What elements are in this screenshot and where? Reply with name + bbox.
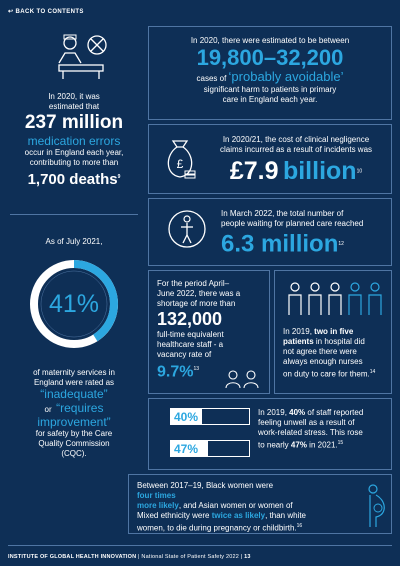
patients-icon [285, 281, 385, 317]
healthcare-staff-icon [223, 369, 263, 389]
stat-maternity-text: of maternity services in England were rated as “inadequate” or “requires improvement” for safety by the Care Quality Commission (CQC). [33, 368, 115, 458]
stress-bar-2019: 40% [170, 408, 250, 425]
medication-icon [55, 33, 115, 81]
stat-work-stress-text: In 2019, 40% of staff reported feeling unwell as a result of work-related stress. This rose to nearly 47% in 2021.15 [258, 408, 364, 450]
back-arrow-icon: ↩ [8, 9, 14, 15]
footer-rule [8, 545, 392, 546]
stat-maternity-intro: As of July 2021, [45, 237, 103, 246]
pregnant-woman-icon [363, 483, 389, 529]
stat-waiting-list: In March 2022, the total number of people waiting for planned care reached 6.3 million$^{12}$ [148, 198, 392, 266]
back-to-contents-link[interactable]: ↩ BACK TO CONTENTS [8, 9, 84, 15]
stat-maternal-deaths: Between 2017–19, Black women were four times more likely, and Asian women or women of Mixed ethnicity were twice as likely, than white women, to die during pregnancy or childbirth.$^{16}$ [128, 474, 392, 534]
maternity-percent: 41% [48, 290, 100, 318]
stress-bar-2021: 47% [170, 440, 250, 457]
stat-avoidable-harm: In 2020, there were estimated to be between 19,800–32,200 cases of ‘probably avoidable’ significant harm to patients in primary care in England each year. [148, 26, 392, 120]
maternity-donut-chart [26, 256, 122, 352]
stat-nurses-on-duty: In 2019, two in five patients in hospital did not agree there were always enough nurses on duty to care for them.$^{14}$ [274, 270, 392, 394]
stat-staff-shortage: For the period April– June 2022, there was a shortage of more than 132,000 full-time equivalent healthcare staff - a vacancy rate of 9.7%$^{13}$ [148, 270, 270, 394]
waiting-person-icon [167, 209, 207, 249]
stat-clinical-negligence: £ In 2020/21, the cost of clinical negligence claims incurred as a result of incidents was £7.9 billion$^{10}$ [148, 124, 392, 194]
footer: INSTITUTE OF GLOBAL HEALTH INNOVATION | National State of Patient Safety 2022 | 13 [8, 554, 251, 560]
money-bag-icon [163, 137, 197, 181]
stat-medication-errors: In 2020, it was estimated that 237 million medication errors occur in England each year, contributing to more than 1,700 deaths$^9$ [24, 92, 124, 188]
divider [10, 214, 138, 215]
svg-text:£: £ [176, 157, 184, 171]
